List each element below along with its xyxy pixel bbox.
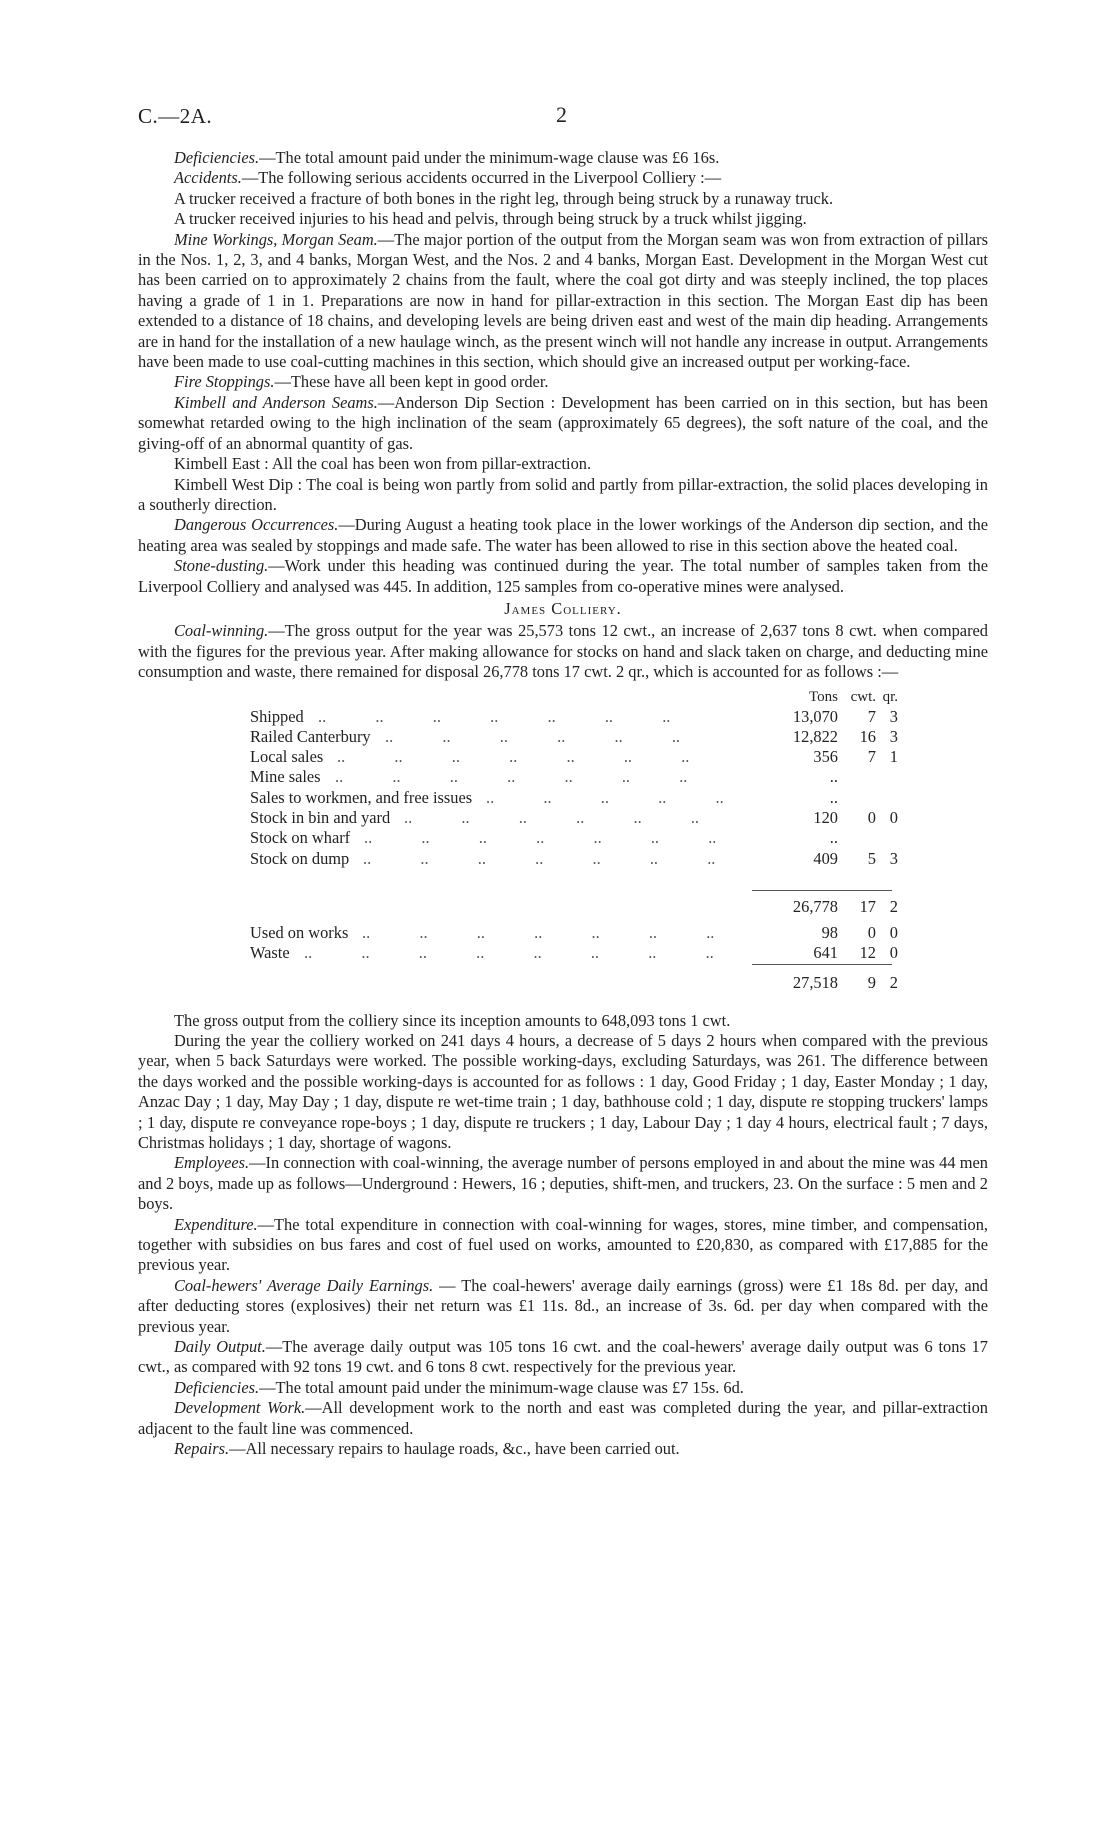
row-label: Railed Canterbury	[250, 726, 371, 746]
table-row	[138, 707, 988, 727]
row-cwt: 16	[859, 726, 876, 746]
leader-dots: .. .. .. .. .. ..	[385, 726, 681, 746]
para-employees: Employees.—In connection with coal-winning, the average number of persons employed in and about the mine was 44 men and 2 boys, made up as follows—Underground : Hewers, 16 ; deputies, shift-men, and truckers, 23. On the surface : 5 men and 2 boys.	[138, 1153, 988, 1214]
para-development-work: Development Work.—All development work to the north and east was completed during the year, and pillar-extraction adjacent to the fault line was commenced.	[138, 1398, 988, 1438]
table-row	[138, 943, 988, 963]
row-label: Stock in bin and yard	[250, 808, 391, 828]
header-tons: Tons	[809, 688, 838, 705]
row-tons: ..	[829, 767, 838, 787]
para-kimbell-anderson: Kimbell and Anderson Seams.—Anderson Dip Section : Development has been carried on in this section, but has been somewhat retarded owing to the high inclination of the seam (approximately 65 degrees), the soft nature of the coal, and the giving-off of an abnormal quantity of gas.	[138, 392, 989, 453]
leader-dots: .. .. .. .. .. .. .. ..	[304, 942, 714, 962]
row-qr: 0	[889, 922, 898, 942]
header-qr: qr.	[882, 688, 898, 705]
row-qr: 0	[889, 942, 898, 962]
row-qr: 1	[889, 747, 898, 767]
row-tons: 120	[813, 808, 838, 828]
para-earnings: Coal-hewers' Average Daily Earnings. — The coal-hewers' average daily earnings (gross) were £1 18s 8d. per day, and after deducting stores (explosives) their net return was £1 11s. 8d., an increase of 3s. 6d. per day when compared with the previous year.	[138, 1275, 988, 1336]
para-dangerous-occurrences: Dangerous Occurrences.—During August a heating took place in the lower workings of the Anderson dip section, and the heating area was sealed by stoppings and made safe. The water has been allowed to rise in this section above the heated coal.	[138, 515, 989, 555]
row-cwt: 0	[867, 808, 876, 828]
para-coal-winning: Coal-winning.—The gross output for the year was 25,573 tons 12 cwt., an increase of 2,637 tons 8 cwt. when compared with the figures for the previous year. After making allowance for stocks on hand and slack taken on charge, and deducting mine consumption and waste, there remained for disposal 26,778 tons 17 cwt. 2 qr., which is accounted for as follows :—	[138, 621, 988, 682]
row-label: Sales to workmen, and free issues	[250, 787, 473, 807]
row-qr: 3	[889, 848, 898, 868]
section-heading-james: James Colliery.	[504, 598, 622, 618]
table-row	[138, 747, 988, 767]
row-qr: 3	[889, 706, 898, 726]
row-tons: 409	[813, 848, 838, 868]
row-tons: 13,070	[792, 706, 838, 726]
para-expenditure: Expenditure.—The total expenditure in connection with coal-winning for wages, stores, mine timber, and compensation, together with subsidies on bus fares and cost of fuel used on works, amounted to £20,830, as compared with £17,885 for the previous year.	[138, 1214, 988, 1275]
leader-dots: .. .. .. .. .. .. ..	[362, 922, 715, 942]
para-deficiencies-2: Deficiencies.—The total amount paid under the minimum-wage clause was £7 15s. 6d.	[174, 1377, 744, 1397]
row-qr: 3	[889, 726, 898, 746]
para-stone-dusting: Stone-dusting.—Work under this heading was continued during the year. The total number of samples taken from the Liverpool Colliery and analysed was 445. In addition, 125 samples from co-operative mines were analysed.	[138, 556, 988, 596]
table-row	[138, 923, 988, 943]
row-label: Local sales	[250, 747, 324, 767]
para-deficiencies-1: Deficiencies.—The total amount paid under the minimum-wage clause was £6 16s.	[174, 148, 720, 167]
total-rule	[752, 964, 892, 965]
document-reference: C.—2A.	[138, 104, 213, 128]
row-label: Shipped	[250, 706, 304, 726]
row-label: Stock on wharf	[250, 828, 351, 848]
para-daily-output: Daily Output.—The average daily output was 105 tons 16 cwt. and the coal-hewers' average daily output was 6 tons 17 cwt., as compared with 92 tons 19 cwt. and 6 tons 8 cwt. respectively for the previous year.	[138, 1337, 989, 1377]
row-label: Mine sales	[250, 767, 321, 787]
row-cwt: 7	[867, 747, 876, 767]
table-row	[138, 767, 988, 787]
header-cwt: cwt.	[850, 688, 876, 705]
para-days-worked: During the year the colliery worked on 241 days 4 hours, a decrease of 5 days 2 hours when compared with the previous year, when 5 back Saturdays were worked. The possible working-days, excluding Saturdays, was 261. The difference between the days worked and the possible working-days is accounted for as follows : 1 day, Good Friday ; 1 day, Easter Monday ; 1 day, Anzac Day ; 1 day, May Day ; 1 day, dispute re wet-time train ; 1 day, bathhouse cold ; 1 day, dispute re stopping truckers' lamps ; 1 day, dispute re conveyance rope-boys ; 1 day, dispute re truckers ; 1 day, Labour Day ; 1 day 4 hours, electrical fault ; 7 days, Christmas holidays ; 1 day, shortage of wagons.	[138, 1030, 988, 1152]
accident-item-1: A trucker received a fracture of both bones in the right leg, through being struck by a runaway truck.	[174, 188, 834, 208]
row-label: Stock on dump	[250, 848, 350, 868]
row-cwt: 7	[867, 706, 876, 726]
leader-dots: .. .. .. .. .. .. ..	[364, 828, 717, 848]
table-row	[138, 828, 988, 848]
row-label: Waste	[250, 942, 290, 962]
row-tons: 12,822	[792, 726, 838, 746]
leader-dots: .. .. .. .. .. ..	[404, 808, 700, 828]
leader-dots: .. .. .. .. ..	[486, 787, 724, 807]
subtotal-rule	[752, 890, 892, 891]
row-tons: ..	[829, 787, 838, 807]
disposal-table	[138, 687, 988, 1003]
row-tons: ..	[829, 828, 838, 848]
row-tons: 356	[813, 747, 838, 767]
page-body	[138, 148, 988, 1460]
row-tons: 641	[813, 942, 838, 962]
para-repairs: Repairs.—All necessary repairs to haulage roads, &c., have been carried out.	[174, 1439, 680, 1459]
accident-item-2: A trucker received injuries to his head and pelvis, through being struck by a truck whilst jigging.	[174, 209, 807, 229]
row-cwt: 0	[867, 922, 876, 942]
para-accidents: Accidents.—The following serious accidents occurred in the Liverpool Colliery :—	[174, 168, 722, 188]
page-number: 2	[556, 102, 567, 127]
row-label: Used on works	[250, 922, 349, 942]
row-cwt: 5	[867, 848, 876, 868]
para-fire-stoppings: Fire Stoppings.—These have all been kept in good order.	[174, 372, 549, 392]
leader-dots: .. .. .. .. .. .. ..	[363, 848, 716, 868]
table-row	[138, 849, 988, 869]
leader-dots: .. .. .. .. .. .. ..	[318, 706, 671, 726]
leader-dots: .. .. .. .. .. .. ..	[337, 747, 690, 767]
row-cwt: 12	[859, 942, 876, 962]
para-gross-output: The gross output from the colliery since its inception amounts to 648,093 tons 1 cwt.	[174, 1010, 731, 1030]
table-row	[138, 808, 988, 828]
row-tons: 98	[821, 922, 838, 942]
row-qr: 0	[889, 808, 898, 828]
table-row	[138, 727, 988, 747]
para-kimbell-east: Kimbell East : All the coal has been won from pillar-extraction.	[174, 454, 592, 474]
table-header	[138, 687, 988, 707]
para-kimbell-west: Kimbell West Dip : The coal is being won partly from solid and partly from pillar-extraction, the solid places developing in a southerly direction.	[138, 474, 988, 514]
leader-dots: .. .. .. .. .. .. ..	[335, 767, 688, 787]
table-row-total: 27,518 9 2	[792, 972, 898, 992]
para-mine-workings: Mine Workings, Morgan Seam.—The major portion of the output from the Morgan seam was won from extraction of pillars in the Nos. 1, 2, 3, and 4 banks, Morgan West, and the Nos. 2 and 4 banks, Morgan East. Development in the Morgan West cut has been carried on to approximately 2 chains from the fault, where the coal got dirty and was steeply inclined, the top places having a grade of 1 in 1. Preparations are now in hand for pillar-extraction in this section. The Morgan East dip has been extended to a distance of 18 chains, and developing levels are being driven east and west of the main dip heading. Arrangements are in hand for the installation of a new haulage winch, as the present winch will not handle any increase in output. Arrangements have been made to use coal-cutting machines in this section, which should give an increased output per working-face.	[138, 229, 988, 372]
table-row	[138, 788, 988, 808]
table-row-subtotal: 26,778 17 2	[792, 896, 898, 916]
